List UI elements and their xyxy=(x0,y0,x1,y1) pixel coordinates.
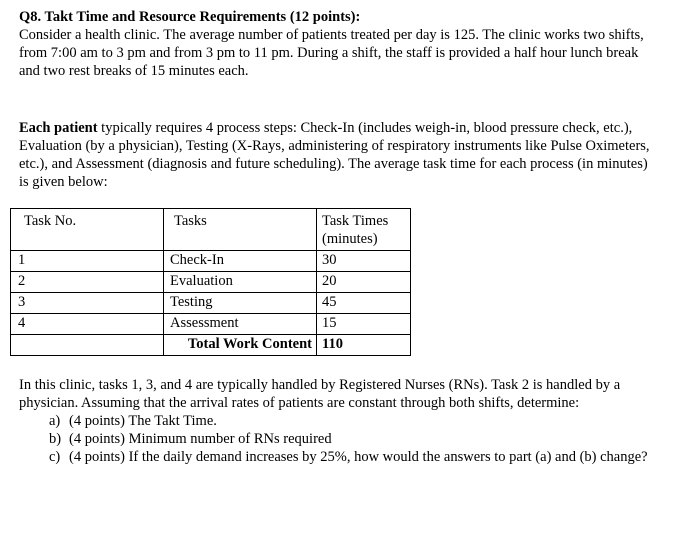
task-no-cell: 1 xyxy=(11,251,164,272)
total-empty-cell xyxy=(11,335,164,356)
part-label: a) xyxy=(49,413,61,429)
table-header-row xyxy=(11,209,411,251)
total-label-cell: Total Work Content xyxy=(164,335,317,356)
task-name-cell: Testing xyxy=(164,293,317,314)
task-time-cell: 20 xyxy=(317,272,411,293)
part-text: (4 points) If the daily demand increases by 25%, how would the answers to part (a) and (b) change? xyxy=(69,449,648,465)
question-body xyxy=(19,376,659,466)
list-item xyxy=(49,430,659,448)
process-intro-paragraph xyxy=(19,119,659,191)
task-name-cell: Assessment xyxy=(164,314,317,335)
table-row xyxy=(11,272,411,293)
total-value-cell: 110 xyxy=(317,335,411,356)
process-intro-lead: Each patient xyxy=(19,120,98,136)
table-row xyxy=(11,314,411,335)
header-tasks: Tasks xyxy=(164,209,317,251)
task-time-cell: 45 xyxy=(317,293,411,314)
task-name-cell: Evaluation xyxy=(164,272,317,293)
task-time-cell: 15 xyxy=(317,314,411,335)
task-no-cell: 4 xyxy=(11,314,164,335)
task-no-cell: 2 xyxy=(11,272,164,293)
header-task-no: Task No. xyxy=(11,209,164,251)
task-name-cell: Check-In xyxy=(164,251,317,272)
header-task-times: Task Times (minutes) xyxy=(317,209,411,251)
question-header xyxy=(19,8,659,80)
clinic-description: Consider a health clinic. The average number of patients treated per day is 125. The clinic works two shifts, from 7:00 am to 3 pm and from 3 pm to 11 pm. During a shift, the staff is provided a half hour lunch break and two rest breaks of 15 minutes each. xyxy=(19,27,644,79)
task-table-wrapper xyxy=(10,208,411,356)
question-parts-list xyxy=(19,412,659,466)
table-row xyxy=(11,251,411,272)
part-text: (4 points) Minimum number of RNs required xyxy=(69,431,332,447)
task-no-cell: 3 xyxy=(11,293,164,314)
list-item xyxy=(49,412,659,430)
task-times-table xyxy=(10,208,411,356)
question-title: Q8. Takt Time and Resource Requirements (12 points): xyxy=(19,9,361,25)
part-label: b) xyxy=(49,431,62,447)
list-item xyxy=(49,448,659,466)
part-text: (4 points) The Takt Time. xyxy=(69,413,217,429)
question-text: In this clinic, tasks 1, 3, and 4 are typically handled by Registered Nurses (RNs). Task 2 is handled by a physician. Assuming that the arrival rates of patients are constant through both shifts, determine: xyxy=(19,377,621,411)
table-total-row xyxy=(11,335,411,356)
part-label: c) xyxy=(49,449,61,465)
process-intro-text: typically requires 4 process steps: Check-In (includes weigh-in, blood pressure check, etc.), Evaluation (by a physician), Testing (X-Rays, administering of respiratory instruments like Pulse Oximeters, etc.), and Assessment (diagnosis and future scheduling). The average task time for each process (in minutes) is given below: xyxy=(19,120,650,190)
task-time-cell: 30 xyxy=(317,251,411,272)
process-intro xyxy=(19,119,659,191)
table-row xyxy=(11,293,411,314)
